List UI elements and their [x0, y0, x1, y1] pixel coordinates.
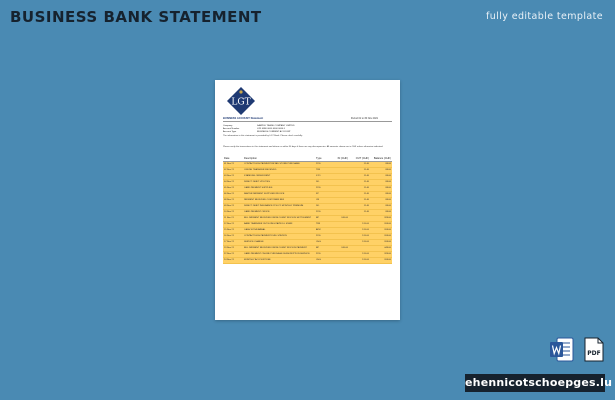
pdf-file-icon[interactable]: [583, 337, 605, 362]
cell-in: 240.00: [328, 215, 349, 221]
cell-balance: 208.60: [370, 227, 392, 233]
cell-type: POS: [315, 161, 328, 167]
col-date: Date: [223, 156, 243, 161]
cell-balance: 88.60: [370, 203, 392, 209]
cell-description: CARD PAYMENT ONLINE PURCHASE SUBSCRIPTION SERVICE: [243, 251, 315, 257]
page-subtitle: fully editable template: [486, 11, 603, 22]
account-info: [223, 125, 393, 134]
cell-type: POS: [315, 233, 328, 239]
cell-in: 240.00: [328, 245, 349, 251]
cell-description: DIRECT DEBIT UTILITIES: [243, 179, 315, 185]
cell-description: CASH WITHDRAWAL: [243, 227, 315, 233]
cell-date: 15 Nov 21: [223, 227, 243, 233]
cell-type: CHG: [315, 257, 328, 263]
table-body: [223, 161, 392, 263]
cell-description: STANDING ORDER RENT: [243, 173, 315, 179]
cell-balance: 328.60: [370, 215, 392, 221]
cell-type: POS: [315, 185, 328, 191]
col-out: OUT (CHF): [349, 156, 370, 161]
cell-out: 11.40: [349, 167, 370, 173]
col-in: IN (CHF): [328, 156, 349, 161]
cell-date: 17 Nov 21: [223, 239, 243, 245]
cell-balance: 208.60: [370, 221, 392, 227]
cell-description: PAYMENT RECEIVED CUSTOMER REF: [243, 197, 315, 203]
info-row: Account Number LI23 0880 0000 0000 0000 0: [223, 128, 285, 130]
logo-text: LGT: [231, 97, 251, 108]
cell-description: CARD PAYMENT SUPPLIES: [243, 185, 315, 191]
transactions-table: [223, 156, 392, 264]
page-title: BUSINESS BANK STATEMENT: [10, 8, 262, 26]
cell-type: TFR: [315, 221, 328, 227]
cell-type: DD: [315, 203, 328, 209]
cell-type: FP: [315, 191, 328, 197]
table-row: [223, 257, 392, 263]
brand-badge[interactable]: ehennicotschoepges.lu: [465, 374, 605, 392]
cell-out: 11.40: [349, 173, 370, 179]
cell-description: CARD PAYMENT OFFICE: [243, 209, 315, 215]
cell-type: DD: [315, 179, 328, 185]
cell-out: 11.40: [349, 185, 370, 191]
cell-date: 04 Nov 21: [223, 179, 243, 185]
cell-balance: 88.60: [370, 209, 392, 215]
cell-out: 120.00: [349, 227, 370, 233]
cell-balance: 328.60: [370, 251, 392, 257]
col-description: Description: [243, 156, 315, 161]
info-row: Company SAMPLE TRADE COMPANY LIMITED: [223, 125, 295, 127]
word-file-icon[interactable]: [549, 337, 574, 362]
cell-balance: 208.60: [370, 233, 392, 239]
cell-type: STO: [315, 173, 328, 179]
cell-description: DIRECT DEBIT INSURANCE POLICY MONTHLY PREMIUM: [243, 203, 315, 209]
cell-out: 11.40: [349, 203, 370, 209]
cell-type: BP: [315, 245, 328, 251]
cell-out: 120.00: [349, 251, 370, 257]
cell-description: SERVICE CHARGE: [243, 239, 315, 245]
statement-intro: Please verify the transactions in this statement and inform us within 30 days if there are any discrepancies. All amounts shown are in CHF unless otherwise indicated.: [223, 146, 384, 148]
bank-logo: [226, 86, 256, 116]
cell-balance: 88.60: [370, 185, 392, 191]
cell-description: MONTHLY ACCOUNT FEE: [243, 257, 315, 263]
cell-out: 11.40: [349, 179, 370, 185]
cell-description: FASTER PAYMENT SUPPLIER INVOICE: [243, 191, 315, 197]
cell-description: CONTACTLESS PAYMENT FUEL STATION: [243, 233, 315, 239]
statement-header: [223, 117, 392, 122]
cell-date: 12 Nov 21: [223, 221, 243, 227]
cell-type: CHG: [315, 239, 328, 245]
cell-out: 11.40: [349, 197, 370, 203]
cell-date: 19 Nov 21: [223, 245, 243, 251]
cell-date: 09 Nov 21: [223, 203, 243, 209]
cell-out: 120.00: [349, 221, 370, 227]
cell-date: 22 Nov 21: [223, 251, 243, 257]
cell-out: 120.00: [349, 233, 370, 239]
cell-type: TFR: [315, 167, 328, 173]
statement-period: Period 01 to 30 Nov 2021: [350, 117, 378, 120]
info-row: Account Type BUSINESS CURRENT ACCOUNT: [223, 131, 291, 133]
cell-balance: 88.60: [370, 167, 392, 173]
cell-balance: 448.60: [370, 245, 392, 251]
cell-balance: 88.60: [370, 197, 392, 203]
cell-date: 01 Nov 21: [223, 161, 243, 167]
col-balance: Balance (CHF): [370, 156, 392, 161]
cell-type: BP: [315, 215, 328, 221]
cell-description: BANK TRANSFER OUTGOING PAYROLL STAFF: [243, 221, 315, 227]
cell-balance: 88.60: [370, 191, 392, 197]
statement-note: The information in this statement is provided by LGT Bank. Please check carefully.: [223, 135, 303, 137]
cell-type: POS: [315, 209, 328, 215]
cell-date: 24 Nov 21: [223, 257, 243, 263]
cell-out: 11.40: [349, 209, 370, 215]
cell-out: 120.00: [349, 257, 370, 263]
cell-date: 05 Nov 21: [223, 185, 243, 191]
cell-description: BILL PAYMENT RECEIVED FROM CLIENT INVOICE SETTLEMENT: [243, 215, 315, 221]
cell-balance: 208.60: [370, 239, 392, 245]
cell-date: 06 Nov 21: [223, 191, 243, 197]
statement-label: BUSINESS ACCOUNT Statement: [223, 117, 264, 120]
cell-type: CR: [315, 197, 328, 203]
cell-type: ATM: [315, 227, 328, 233]
cell-in: [328, 257, 349, 263]
cell-date: 16 Nov 21: [223, 233, 243, 239]
pdf-label: PDF: [587, 350, 601, 357]
cell-description: CONTACTLESS PAYMENT RETAIL STORE PURCHASE: [243, 161, 315, 167]
col-type: Type: [315, 156, 328, 161]
cell-date: 02 Nov 21: [223, 167, 243, 173]
cell-description: BILL PAYMENT RECEIVED FROM CLIENT INVOICE PAYMENT: [243, 245, 315, 251]
cell-balance: 88.60: [370, 161, 392, 167]
cell-date: 10 Nov 21: [223, 209, 243, 215]
cell-balance: 208.60: [370, 257, 392, 263]
cell-type: POS: [315, 251, 328, 257]
cell-description: ONLINE TRANSFER RECEIVED: [243, 167, 315, 173]
statement-preview[interactable]: [215, 80, 400, 320]
cell-out: 11.40: [349, 161, 370, 167]
cell-balance: 88.60: [370, 179, 392, 185]
cell-out: 120.00: [349, 239, 370, 245]
cell-date: 08 Nov 21: [223, 197, 243, 203]
cell-balance: 88.60: [370, 173, 392, 179]
cell-out: 11.40: [349, 191, 370, 197]
cell-date: 03 Nov 21: [223, 173, 243, 179]
cell-date: 11 Nov 21: [223, 215, 243, 221]
